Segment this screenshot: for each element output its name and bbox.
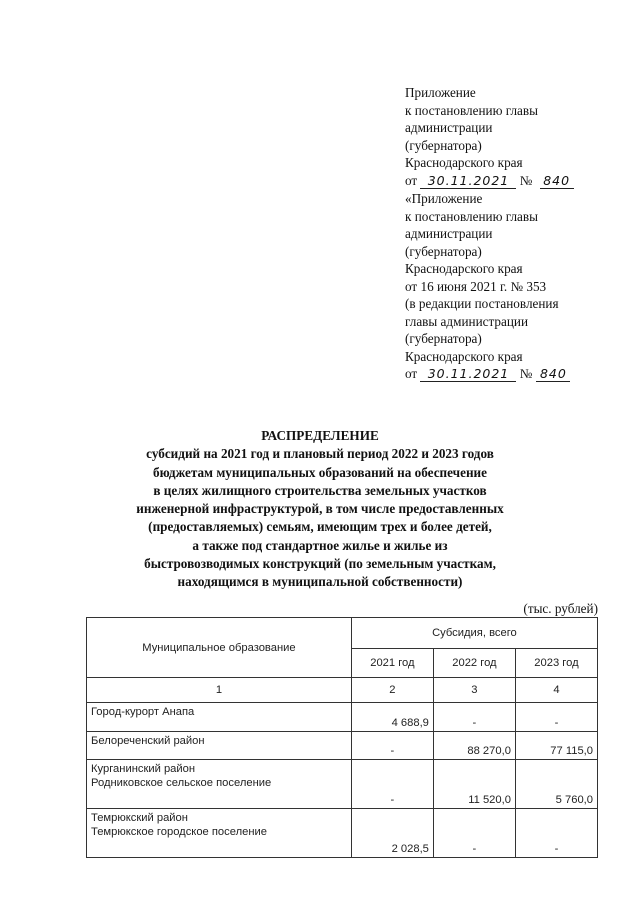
header-year: 2023 год — [515, 649, 597, 678]
title-line: инженерной инфраструктурой, в том числе предоставленных — [136, 501, 504, 517]
appendix-block-current — [405, 84, 630, 189]
appendix-line: (губернатора) — [405, 243, 482, 259]
appendix-line: от 16 июня 2021 г. № 353 — [405, 278, 547, 294]
handwritten-number: 840 — [536, 367, 570, 382]
value-2022: 88 270,0 — [433, 732, 515, 760]
handwritten-number: 840 — [540, 174, 574, 189]
title-line: субсидий на 2021 год и плановый период 2022 и 2023 годов — [146, 446, 494, 462]
value-2021: - — [351, 732, 433, 760]
title-heading: РАСПРЕДЕЛЕНИЕ — [261, 428, 379, 443]
title-line: (предоставляемых) семьям, имеющим трех и более детей, — [148, 519, 492, 535]
date-prefix: от — [405, 172, 418, 188]
value-2022: 11 520,0 — [433, 760, 515, 809]
municipality-name: Город-курорт Анапа — [91, 706, 195, 718]
municipality-name: Белореченский район — [91, 735, 205, 747]
header-subsidy-total: Субсидия, всего — [351, 618, 597, 649]
appendix-line: Краснодарского края — [405, 155, 523, 170]
header-municipality: Муниципальное образование — [87, 618, 352, 678]
table-header-row — [87, 618, 598, 649]
value-2021: 4 688,9 — [351, 703, 433, 732]
value-2023: 5 760,0 — [515, 760, 597, 809]
number-sign: № — [519, 172, 533, 188]
value-2022: - — [433, 809, 515, 858]
appendix-date-line — [405, 172, 630, 190]
appendix-line: Краснодарского края — [405, 348, 523, 364]
municipality-name: Курганинский район — [91, 763, 196, 775]
title-line: быстровозводимых конструкций (по земельным участкам, — [144, 556, 496, 572]
title-line: в целях жилищного строительства земельных участков — [153, 482, 487, 498]
subsidy-table — [86, 617, 598, 858]
appendix-line: главы администрации — [405, 313, 529, 329]
appendix-line: (губернатора) — [405, 331, 482, 346]
value-2022: - — [433, 703, 515, 732]
appendix-line: Краснодарского края — [405, 261, 523, 276]
column-number: 3 — [433, 678, 515, 703]
column-number-row — [87, 678, 598, 703]
appendix-date-line — [405, 365, 630, 383]
table-row — [87, 732, 598, 760]
value-2021: 2 028,5 — [351, 809, 433, 858]
settlement-name: Родниковское сельское поселение — [91, 777, 272, 789]
appendix-line: к постановлению главы — [405, 102, 538, 118]
municipality-cell — [87, 809, 352, 858]
title-line: находящимся в муниципальной собственности) — [177, 574, 463, 590]
column-number: 2 — [351, 678, 433, 703]
table-row — [87, 760, 598, 809]
column-number: 1 — [87, 678, 352, 703]
value-2023: - — [515, 703, 597, 732]
municipality-cell — [87, 732, 352, 760]
appendix-line: (в редакции постановления — [405, 296, 559, 311]
appendix-block-original — [405, 190, 630, 383]
appendix-line: администрации — [405, 120, 493, 135]
header-year: 2022 год — [433, 649, 515, 678]
settlement-name: Темрюкское городское поселение — [91, 826, 267, 838]
title-line: бюджетам муниципальных образований на обеспечение — [152, 464, 488, 480]
table-row — [87, 809, 598, 858]
value-2023: - — [515, 809, 597, 858]
units-label: (тыс. рублей) — [523, 601, 598, 616]
appendix-line: администрации — [405, 226, 493, 241]
appendix-line: (губернатора) — [405, 137, 482, 153]
appendix-line: к постановлению главы — [405, 208, 538, 224]
date-prefix: от — [405, 366, 418, 381]
column-number: 4 — [515, 678, 597, 703]
municipality-cell — [87, 703, 352, 732]
document-title — [60, 427, 580, 592]
number-sign: № — [519, 366, 533, 381]
value-2021: - — [351, 760, 433, 809]
municipality-cell — [87, 760, 352, 809]
header-year: 2021 год — [351, 649, 433, 678]
title-line: а также под стандартное жилье и жилье из — [192, 537, 448, 553]
appendix-line: «Приложение — [405, 191, 483, 206]
handwritten-date: 30.11.2021 — [420, 174, 516, 189]
value-2023: 77 115,0 — [515, 732, 597, 760]
municipality-name: Темрюкский район — [91, 812, 188, 824]
handwritten-date: 30.11.2021 — [420, 367, 516, 382]
table-row — [87, 703, 598, 732]
appendix-line: Приложение — [405, 85, 476, 100]
